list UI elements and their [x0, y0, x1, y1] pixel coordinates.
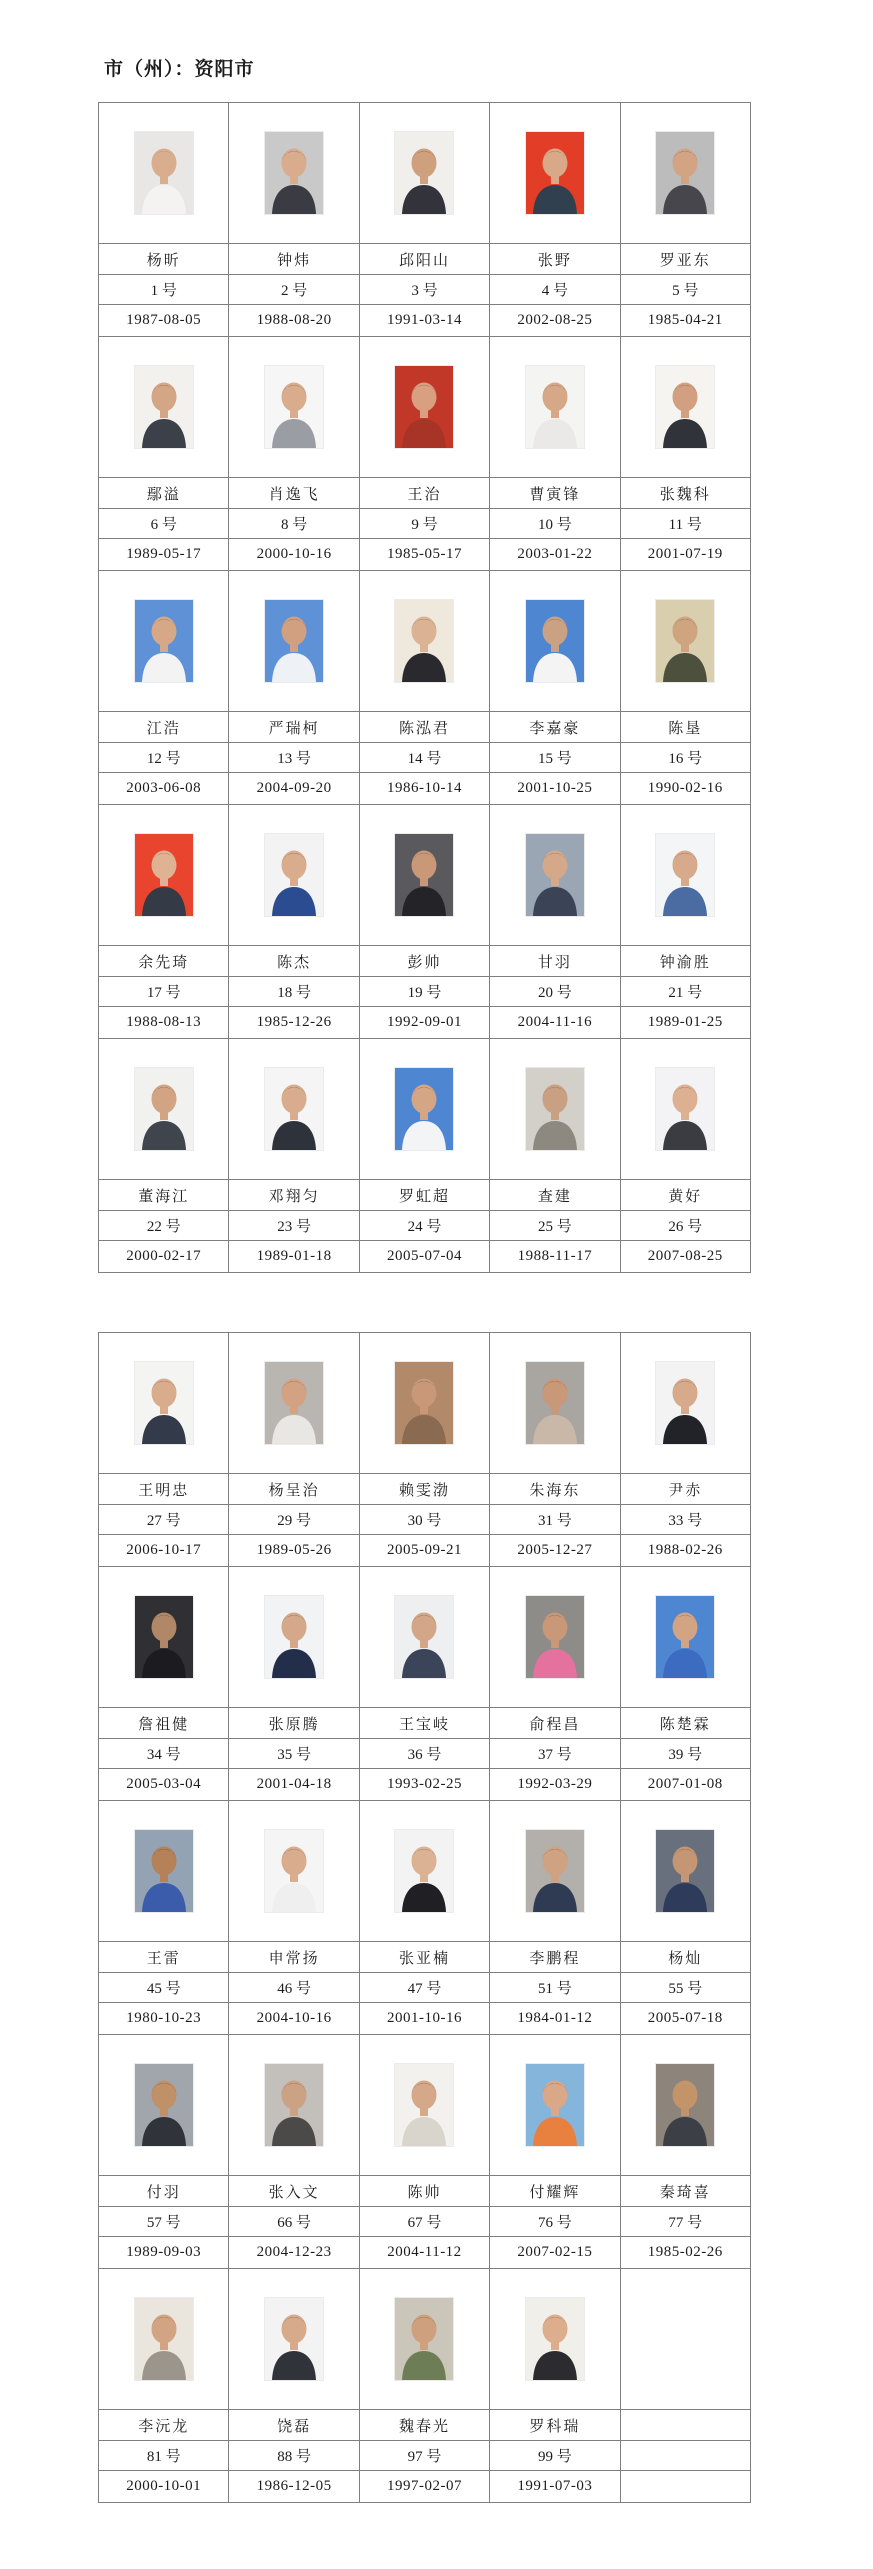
person-number: 19 号: [359, 977, 489, 1007]
person-name: 曹寅锋: [490, 478, 620, 509]
person-name: 俞程昌: [490, 1708, 620, 1739]
person-photo: [526, 834, 584, 916]
person-name: 邓翔匀: [229, 1180, 359, 1211]
person-photo: [656, 2064, 714, 2146]
person-birthdate: 1986-12-05: [229, 2471, 359, 2503]
person-photo: [265, 2064, 323, 2146]
person-birthdate: 2000-10-01: [99, 2471, 229, 2503]
person-number: 77 号: [620, 2207, 750, 2237]
number-row: [99, 977, 751, 1007]
person-name: 陈楚霖: [620, 1708, 750, 1739]
birthdate-row: [99, 1007, 751, 1039]
person-birthdate: 2000-02-17: [99, 1241, 229, 1273]
person-birthdate: 1984-01-12: [490, 2003, 620, 2035]
person-number: 4 号: [490, 275, 620, 305]
birthdate-row: [99, 1241, 751, 1273]
birthdate-row: [99, 1769, 751, 1801]
person-name: 陈帅: [359, 2176, 489, 2207]
person-photo: [395, 1362, 453, 1444]
person-birthdate: 1992-09-01: [359, 1007, 489, 1039]
person-birthdate: 1992-03-29: [490, 1769, 620, 1801]
page-title: 市（州）：资阳市: [104, 59, 255, 80]
person-photo: [135, 366, 193, 448]
name-row: [99, 946, 751, 977]
person-number: 24 号: [359, 1211, 489, 1241]
birthdate-row: [99, 773, 751, 805]
person-birthdate: 1985-05-17: [359, 539, 489, 571]
person-birthdate: 1989-01-18: [229, 1241, 359, 1273]
photo-cell: [620, 337, 750, 478]
person-number: 18 号: [229, 977, 359, 1007]
name-row: [99, 1474, 751, 1505]
person-photo: [265, 132, 323, 214]
person-number: 15 号: [490, 743, 620, 773]
photo-cell: [229, 805, 359, 946]
person-birthdate: 1997-02-07: [359, 2471, 489, 2503]
person-photo: [395, 1596, 453, 1678]
person-name: 查建: [490, 1180, 620, 1211]
name-row: [99, 1708, 751, 1739]
photo-cell: [620, 805, 750, 946]
person-photo: [526, 1596, 584, 1678]
person-photo: [656, 1596, 714, 1678]
person-name: 张原腾: [229, 1708, 359, 1739]
photo-cell: [99, 1039, 229, 1180]
person-name: 罗亚东: [620, 244, 750, 275]
photo-cell: [359, 103, 489, 244]
person-name: 杨呈治: [229, 1474, 359, 1505]
person-name: 陈杰: [229, 946, 359, 977]
person-birthdate: 2007-08-25: [620, 1241, 750, 1273]
person-name: 杨灿: [620, 1942, 750, 1973]
birthdate-row: [99, 2003, 751, 2035]
photo-cell: [229, 1801, 359, 1942]
person-photo: [135, 600, 193, 682]
person-birthdate: 1988-02-26: [620, 1535, 750, 1567]
name-row: [99, 1942, 751, 1973]
name-row: [99, 1180, 751, 1211]
photo-cell: [620, 103, 750, 244]
photo-cell: [490, 1039, 620, 1180]
person-number: 97 号: [359, 2441, 489, 2471]
person-photo: [656, 366, 714, 448]
person-number: 21 号: [620, 977, 750, 1007]
person-birthdate: 2005-12-27: [490, 1535, 620, 1567]
person-number: 12 号: [99, 743, 229, 773]
person-number: 26 号: [620, 1211, 750, 1241]
person-photo: [265, 2298, 323, 2380]
birthdate-row: [99, 2471, 751, 2503]
name-row: [99, 2176, 751, 2207]
person-name: 王治: [359, 478, 489, 509]
photo-cell: [620, 2035, 750, 2176]
photo-cell: [99, 805, 229, 946]
birthdate-row: [99, 1535, 751, 1567]
person-birthdate: 1987-08-05: [99, 305, 229, 337]
birthdate-row: [99, 539, 751, 571]
number-row: [99, 2441, 751, 2471]
person-number: 14 号: [359, 743, 489, 773]
photo-cell: [359, 571, 489, 712]
person-name: 余先琦: [99, 946, 229, 977]
person-name: 魏春光: [359, 2410, 489, 2441]
birthdate-row: [99, 305, 751, 337]
person-number: 16 号: [620, 743, 750, 773]
person-birthdate: 1989-01-25: [620, 1007, 750, 1039]
person-number: 99 号: [490, 2441, 620, 2471]
photo-cell: [359, 337, 489, 478]
person-birthdate: 2002-08-25: [490, 305, 620, 337]
person-number: 23 号: [229, 1211, 359, 1241]
person-photo: [395, 1830, 453, 1912]
person-birthdate: 2000-10-16: [229, 539, 359, 571]
photo-cell: [620, 1333, 750, 1474]
number-row: [99, 2207, 751, 2237]
person-number: 25 号: [490, 1211, 620, 1241]
person-birthdate: 2003-01-22: [490, 539, 620, 571]
person-birthdate: 2006-10-17: [99, 1535, 229, 1567]
photo-row: [99, 2269, 751, 2410]
person-birthdate: 2001-10-25: [490, 773, 620, 805]
person-number: 55 号: [620, 1973, 750, 2003]
person-photo: [526, 2298, 584, 2380]
person-number: 3 号: [359, 275, 489, 305]
person-name: 陈泓君: [359, 712, 489, 743]
person-birthdate: 2005-03-04: [99, 1769, 229, 1801]
number-row: [99, 1211, 751, 1241]
person-name: 彭帅: [359, 946, 489, 977]
empty-name-cell: [620, 2410, 750, 2441]
person-birthdate: 2004-09-20: [229, 773, 359, 805]
person-name: 鄢溢: [99, 478, 229, 509]
person-name: 董海江: [99, 1180, 229, 1211]
name-row: [99, 478, 751, 509]
number-row: [99, 509, 751, 539]
person-birthdate: 1989-05-26: [229, 1535, 359, 1567]
person-birthdate: 1989-09-03: [99, 2237, 229, 2269]
empty-number-cell: [620, 2441, 750, 2471]
person-name: 李鹏程: [490, 1942, 620, 1973]
person-name: 李嘉豪: [490, 712, 620, 743]
person-photo: [656, 600, 714, 682]
person-birthdate: 1985-02-26: [620, 2237, 750, 2269]
photo-row: [99, 2035, 751, 2176]
photo-cell: [359, 1801, 489, 1942]
photo-cell: [229, 103, 359, 244]
person-photo: [395, 600, 453, 682]
number-row: [99, 743, 751, 773]
person-name: 张入文: [229, 2176, 359, 2207]
person-number: 47 号: [359, 1973, 489, 2003]
photo-cell: [359, 1567, 489, 1708]
person-number: 17 号: [99, 977, 229, 1007]
photo-cell: [490, 2269, 620, 2410]
person-number: 11 号: [620, 509, 750, 539]
person-name: 申常扬: [229, 1942, 359, 1973]
photo-cell: [620, 571, 750, 712]
person-photo: [265, 366, 323, 448]
person-number: 76 号: [490, 2207, 620, 2237]
person-name: 饶磊: [229, 2410, 359, 2441]
person-photo: [135, 2064, 193, 2146]
photo-cell: [359, 2035, 489, 2176]
number-row: [99, 1739, 751, 1769]
person-birthdate: 2005-07-04: [359, 1241, 489, 1273]
person-name: 王宝岐: [359, 1708, 489, 1739]
photo-cell: [229, 2035, 359, 2176]
person-birthdate: 1993-02-25: [359, 1769, 489, 1801]
person-number: 30 号: [359, 1505, 489, 1535]
number-row: [99, 275, 751, 305]
number-row: [99, 1973, 751, 2003]
person-photo: [135, 132, 193, 214]
person-photo: [395, 366, 453, 448]
person-photo: [656, 834, 714, 916]
person-number: 13 号: [229, 743, 359, 773]
photo-cell: [229, 1567, 359, 1708]
person-name: 钟渝胜: [620, 946, 750, 977]
person-photo: [526, 1068, 584, 1150]
person-birthdate: 2004-11-12: [359, 2237, 489, 2269]
person-name: 付耀辉: [490, 2176, 620, 2207]
person-birthdate: 1991-03-14: [359, 305, 489, 337]
person-photo: [395, 2064, 453, 2146]
person-number: 29 号: [229, 1505, 359, 1535]
person-birthdate: 1988-08-13: [99, 1007, 229, 1039]
photo-cell: [99, 571, 229, 712]
person-photo: [395, 2298, 453, 2380]
person-photo: [526, 132, 584, 214]
person-name: 黄好: [620, 1180, 750, 1211]
person-name: 肖逸飞: [229, 478, 359, 509]
person-name: 甘羽: [490, 946, 620, 977]
photo-row: [99, 1333, 751, 1474]
person-number: 35 号: [229, 1739, 359, 1769]
person-photo: [526, 1362, 584, 1444]
empty-photo-cell: [620, 2269, 750, 2410]
person-birthdate: 2001-07-19: [620, 539, 750, 571]
roster-table-2: [98, 1332, 751, 2503]
photo-cell: [359, 805, 489, 946]
person-number: 45 号: [99, 1973, 229, 2003]
person-name: 杨昕: [99, 244, 229, 275]
photo-cell: [359, 1039, 489, 1180]
person-photo: [526, 366, 584, 448]
person-number: 57 号: [99, 2207, 229, 2237]
photo-cell: [99, 103, 229, 244]
photo-row: [99, 1801, 751, 1942]
photo-cell: [490, 1567, 620, 1708]
photo-cell: [490, 571, 620, 712]
number-row: [99, 1505, 751, 1535]
photo-cell: [99, 2269, 229, 2410]
person-name: 江浩: [99, 712, 229, 743]
person-number: 27 号: [99, 1505, 229, 1535]
person-photo: [656, 1830, 714, 1912]
photo-cell: [99, 1801, 229, 1942]
photo-cell: [229, 337, 359, 478]
photo-row: [99, 1567, 751, 1708]
person-birthdate: 2004-10-16: [229, 2003, 359, 2035]
person-photo: [395, 1068, 453, 1150]
person-number: 39 号: [620, 1739, 750, 1769]
photo-cell: [359, 1333, 489, 1474]
person-birthdate: 2005-09-21: [359, 1535, 489, 1567]
photo-cell: [490, 2035, 620, 2176]
photo-cell: [490, 103, 620, 244]
name-row: [99, 2410, 751, 2441]
photo-cell: [99, 2035, 229, 2176]
photo-cell: [620, 1039, 750, 1180]
person-number: 22 号: [99, 1211, 229, 1241]
person-name: 严瑞柯: [229, 712, 359, 743]
birthdate-row: [99, 2237, 751, 2269]
name-row: [99, 244, 751, 275]
person-number: 5 号: [620, 275, 750, 305]
empty-birthdate-cell: [620, 2471, 750, 2503]
person-birthdate: 2007-01-08: [620, 1769, 750, 1801]
person-number: 67 号: [359, 2207, 489, 2237]
person-photo: [526, 600, 584, 682]
person-birthdate: 2005-07-18: [620, 2003, 750, 2035]
person-name: 钟炜: [229, 244, 359, 275]
photo-cell: [359, 2269, 489, 2410]
photo-cell: [620, 1567, 750, 1708]
person-number: 8 号: [229, 509, 359, 539]
person-photo: [265, 600, 323, 682]
person-birthdate: 1988-11-17: [490, 1241, 620, 1273]
person-birthdate: 1988-08-20: [229, 305, 359, 337]
person-name: 邱阳山: [359, 244, 489, 275]
photo-cell: [99, 337, 229, 478]
person-birthdate: 1985-12-26: [229, 1007, 359, 1039]
person-birthdate: 1990-02-16: [620, 773, 750, 805]
person-name: 付羽: [99, 2176, 229, 2207]
photo-cell: [229, 1333, 359, 1474]
person-photo: [135, 2298, 193, 2380]
person-birthdate: 1991-07-03: [490, 2471, 620, 2503]
person-photo: [135, 1362, 193, 1444]
person-photo: [265, 1596, 323, 1678]
photo-cell: [490, 1333, 620, 1474]
person-photo: [656, 1362, 714, 1444]
photo-cell: [490, 805, 620, 946]
person-number: 37 号: [490, 1739, 620, 1769]
person-photo: [265, 1362, 323, 1444]
person-birthdate: 1986-10-14: [359, 773, 489, 805]
photo-row: [99, 1039, 751, 1180]
photo-cell: [229, 571, 359, 712]
photo-cell: [229, 1039, 359, 1180]
photo-cell: [99, 1567, 229, 1708]
person-photo: [526, 2064, 584, 2146]
person-birthdate: 2001-04-18: [229, 1769, 359, 1801]
person-name: 尹赤: [620, 1474, 750, 1505]
person-photo: [656, 132, 714, 214]
photo-cell: [229, 2269, 359, 2410]
person-number: 51 号: [490, 1973, 620, 2003]
person-photo: [265, 834, 323, 916]
person-photo: [135, 1830, 193, 1912]
person-name: 秦琦喜: [620, 2176, 750, 2207]
person-photo: [265, 1068, 323, 1150]
person-number: 10 号: [490, 509, 620, 539]
person-number: 1 号: [99, 275, 229, 305]
photo-cell: [490, 337, 620, 478]
person-birthdate: 1980-10-23: [99, 2003, 229, 2035]
person-number: 88 号: [229, 2441, 359, 2471]
photo-row: [99, 337, 751, 478]
person-name: 罗科瑞: [490, 2410, 620, 2441]
person-name: 朱海东: [490, 1474, 620, 1505]
person-number: 34 号: [99, 1739, 229, 1769]
person-birthdate: 1985-04-21: [620, 305, 750, 337]
person-birthdate: 2004-11-16: [490, 1007, 620, 1039]
person-number: 81 号: [99, 2441, 229, 2471]
person-photo: [656, 1068, 714, 1150]
person-birthdate: 1989-05-17: [99, 539, 229, 571]
photo-row: [99, 571, 751, 712]
person-photo: [135, 834, 193, 916]
person-birthdate: 2001-10-16: [359, 2003, 489, 2035]
photo-cell: [620, 1801, 750, 1942]
person-number: 31 号: [490, 1505, 620, 1535]
person-number: 36 号: [359, 1739, 489, 1769]
person-number: 46 号: [229, 1973, 359, 2003]
person-name: 张魏科: [620, 478, 750, 509]
person-photo: [526, 1830, 584, 1912]
person-number: 20 号: [490, 977, 620, 1007]
person-name: 赖雯渤: [359, 1474, 489, 1505]
person-photo: [135, 1596, 193, 1678]
photo-row: [99, 805, 751, 946]
person-number: 33 号: [620, 1505, 750, 1535]
person-name: 张亚楠: [359, 1942, 489, 1973]
person-name: 王雷: [99, 1942, 229, 1973]
person-number: 6 号: [99, 509, 229, 539]
name-row: [99, 712, 751, 743]
person-birthdate: 2007-02-15: [490, 2237, 620, 2269]
person-birthdate: 2004-12-23: [229, 2237, 359, 2269]
person-name: 王明忠: [99, 1474, 229, 1505]
person-birthdate: 2003-06-08: [99, 773, 229, 805]
person-number: 9 号: [359, 509, 489, 539]
photo-cell: [99, 1333, 229, 1474]
person-name: 李沅龙: [99, 2410, 229, 2441]
person-number: 66 号: [229, 2207, 359, 2237]
person-name: 陈垦: [620, 712, 750, 743]
person-name: 张野: [490, 244, 620, 275]
person-name: 詹祖健: [99, 1708, 229, 1739]
roster-table-1: [98, 102, 751, 1273]
photo-cell: [490, 1801, 620, 1942]
person-photo: [395, 132, 453, 214]
person-photo: [265, 1830, 323, 1912]
person-name: 罗虹超: [359, 1180, 489, 1211]
person-photo: [135, 1068, 193, 1150]
person-number: 2 号: [229, 275, 359, 305]
person-photo: [395, 834, 453, 916]
photo-row: [99, 103, 751, 244]
